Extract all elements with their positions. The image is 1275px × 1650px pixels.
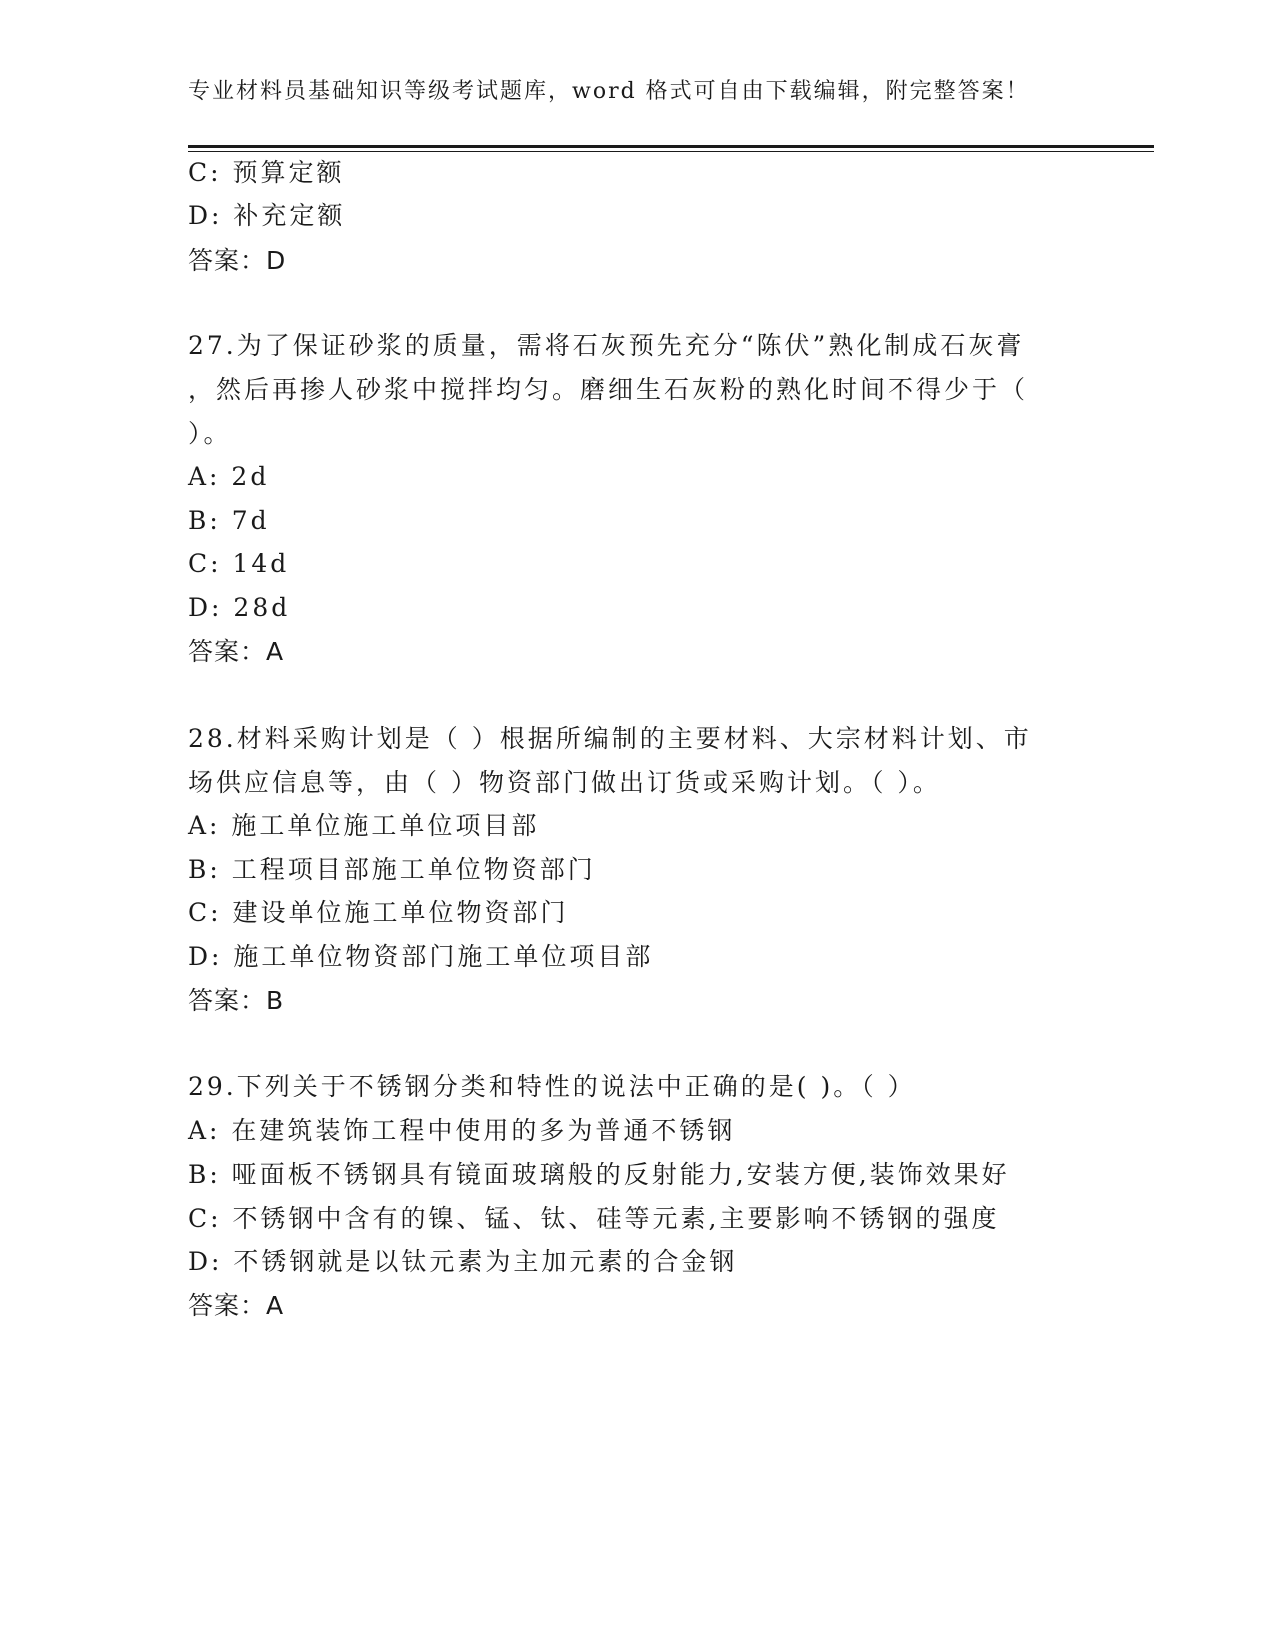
header-rule-thin xyxy=(188,151,1154,152)
question-stem: 29.下列关于不锈钢分类和特性的说法中正确的是( )。（ ） xyxy=(188,1072,916,1101)
question-stem: 27.为了保证砂浆的质量，需将石灰预先充分“陈伏”熟化制成石灰膏 xyxy=(188,331,1025,360)
question-stem: ）。 xyxy=(188,419,232,448)
header-rule-thick xyxy=(188,145,1154,148)
option-a: A: 2d xyxy=(188,462,270,491)
answer: 答案：A xyxy=(188,1291,285,1320)
option-c: C: 建设单位施工单位物资部门 xyxy=(188,898,569,927)
option-d: D: 28d xyxy=(188,593,291,622)
option-b: B: 哑面板不锈钢具有镜面玻璃般的反射能力,安装方便,装饰效果好 xyxy=(188,1160,1010,1189)
option-c: C: 不锈钢中含有的镍、锰、钛、硅等元素,主要影响不锈钢的强度 xyxy=(188,1204,1000,1233)
option-c: C: 预算定额 xyxy=(188,158,345,187)
option-d: D: 补充定额 xyxy=(188,201,346,230)
option-a: A: 施工单位施工单位项目部 xyxy=(188,811,540,840)
question-stem: 场供应信息等，由（ ）物资部门做出订货或采购计划。（ ）。 xyxy=(188,768,941,797)
option-b: B: 7d xyxy=(188,506,270,535)
page-header: 专业材料员基础知识等级考试题库，word 格式可自由下载编辑，附完整答案！ xyxy=(188,79,1030,104)
option-b: B: 工程项目部施工单位物资部门 xyxy=(188,855,596,884)
answer: 答案：B xyxy=(188,986,285,1015)
question-stem: ，然后再掺人砂浆中搅拌均匀。磨细生石灰粉的熟化时间不得少于（ xyxy=(188,375,1029,404)
answer: 答案：A xyxy=(188,637,285,666)
option-c: C: 14d xyxy=(188,549,290,578)
option-a: A: 在建筑装饰工程中使用的多为普通不锈钢 xyxy=(188,1116,736,1145)
option-d: D: 施工单位物资部门施工单位项目部 xyxy=(188,942,654,971)
answer: 答案：D xyxy=(188,246,287,275)
option-d: D: 不锈钢就是以钛元素为主加元素的合金钢 xyxy=(188,1247,738,1276)
question-stem: 28.材料采购计划是（ ）根据所编制的主要材料、大宗材料计划、市 xyxy=(188,724,1032,753)
